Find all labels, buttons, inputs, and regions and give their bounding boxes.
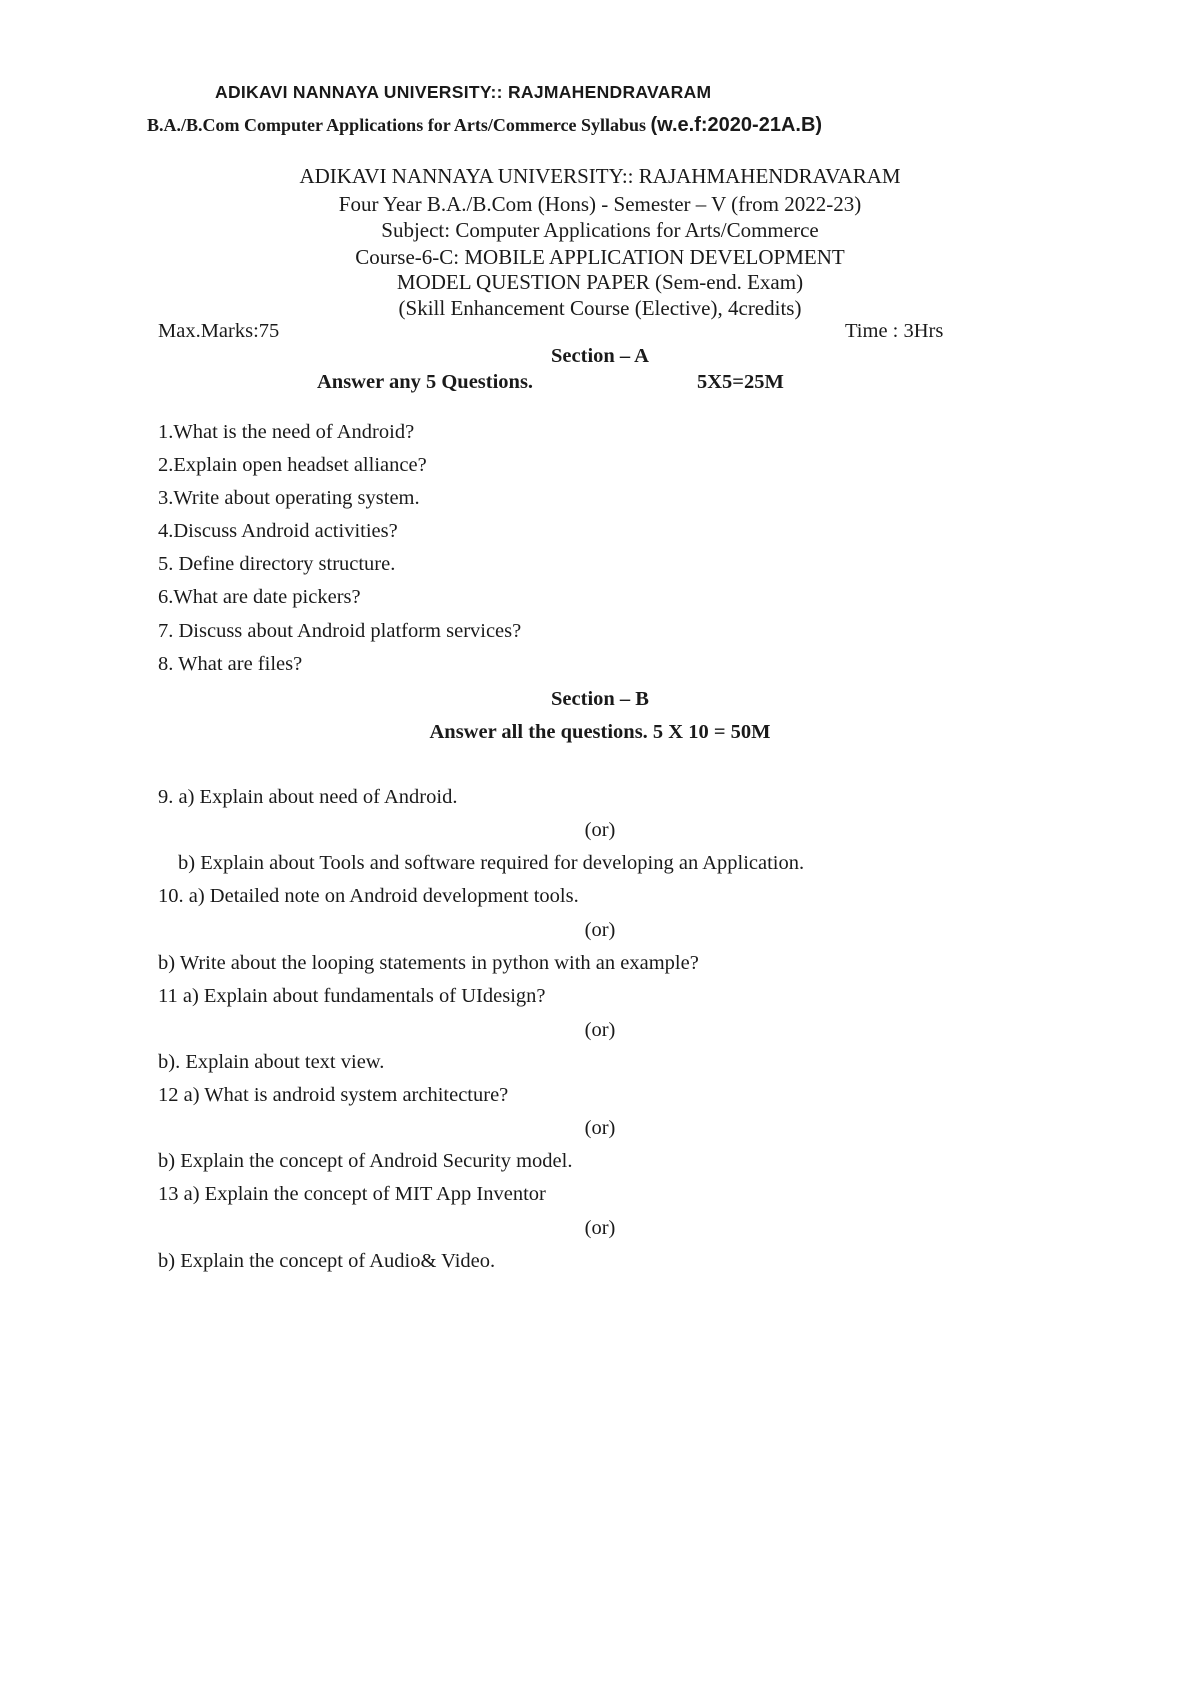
question-9a: 9. a) Explain about need of Android.	[158, 786, 458, 808]
section-b-heading: Section – B	[551, 688, 649, 710]
header-wef: (w.e.f:2020-21A.B)	[650, 114, 823, 136]
question-2: 2.Explain open headset alliance?	[158, 454, 427, 476]
title-subject: Subject: Computer Applications for Arts/Commerce	[381, 218, 819, 242]
section-b-instruction: Answer all the questions. 5 X 10 = 50M	[429, 721, 771, 743]
title-program: Four Year B.A./B.Com (Hons) - Semester – V (from 2022-23)	[338, 192, 862, 216]
section-a-marks: 5X5=25M	[697, 371, 784, 393]
exam-time: Time : 3Hrs	[845, 320, 944, 342]
question-13b: b) Explain the concept of Audio& Video.	[158, 1250, 496, 1272]
header-university: ADIKAVI NANNAYA UNIVERSITY:: RAJMAHENDRAVARAM	[215, 82, 712, 102]
section-a-instruction: Answer any 5 Questions.	[317, 371, 534, 393]
title-paper: MODEL QUESTION PAPER (Sem-end. Exam)	[396, 270, 804, 294]
question-9b: b) Explain about Tools and software required for developing an Application.	[178, 852, 805, 874]
title-course-type: (Skill Enhancement Course (Elective), 4credits)	[398, 296, 802, 320]
question-1: 1.What is the need of Android?	[158, 421, 415, 443]
header-syllabus: B.A./B.Com Computer Applications for Arts/Commerce Syllabus	[147, 115, 647, 135]
or-separator: (or)	[584, 919, 616, 941]
question-8: 8. What are files?	[158, 653, 303, 675]
question-6: 6.What are date pickers?	[158, 586, 361, 608]
title-university: ADIKAVI NANNAYA UNIVERSITY:: RAJAHMAHENDRAVARAM	[299, 164, 901, 188]
or-separator: (or)	[584, 819, 616, 841]
question-11b: b). Explain about text view.	[158, 1051, 385, 1073]
question-3: 3.Write about operating system.	[158, 487, 420, 509]
or-separator: (or)	[584, 1019, 616, 1041]
question-12a: 12 a) What is android system architecture?	[158, 1084, 509, 1106]
question-10a: 10. a) Detailed note on Android development tools.	[158, 885, 579, 907]
title-course: Course-6-C: MOBILE APPLICATION DEVELOPMENT	[355, 245, 845, 269]
question-7: 7. Discuss about Android platform services?	[158, 620, 522, 642]
question-13a: 13 a) Explain the concept of MIT App Inventor	[158, 1183, 546, 1205]
question-11a: 11 a) Explain about fundamentals of UIdesign?	[158, 985, 546, 1007]
max-marks: Max.Marks:75	[158, 320, 280, 342]
question-4: 4.Discuss Android activities?	[158, 520, 398, 542]
header-syllabus-line	[147, 114, 822, 137]
or-separator: (or)	[584, 1117, 616, 1139]
or-separator: (or)	[584, 1217, 616, 1239]
question-12b: b) Explain the concept of Android Security model.	[158, 1150, 573, 1172]
question-5: 5. Define directory structure.	[158, 553, 396, 575]
section-a-heading: Section – A	[551, 345, 649, 367]
question-10b: b) Write about the looping statements in python with an example?	[158, 952, 699, 974]
